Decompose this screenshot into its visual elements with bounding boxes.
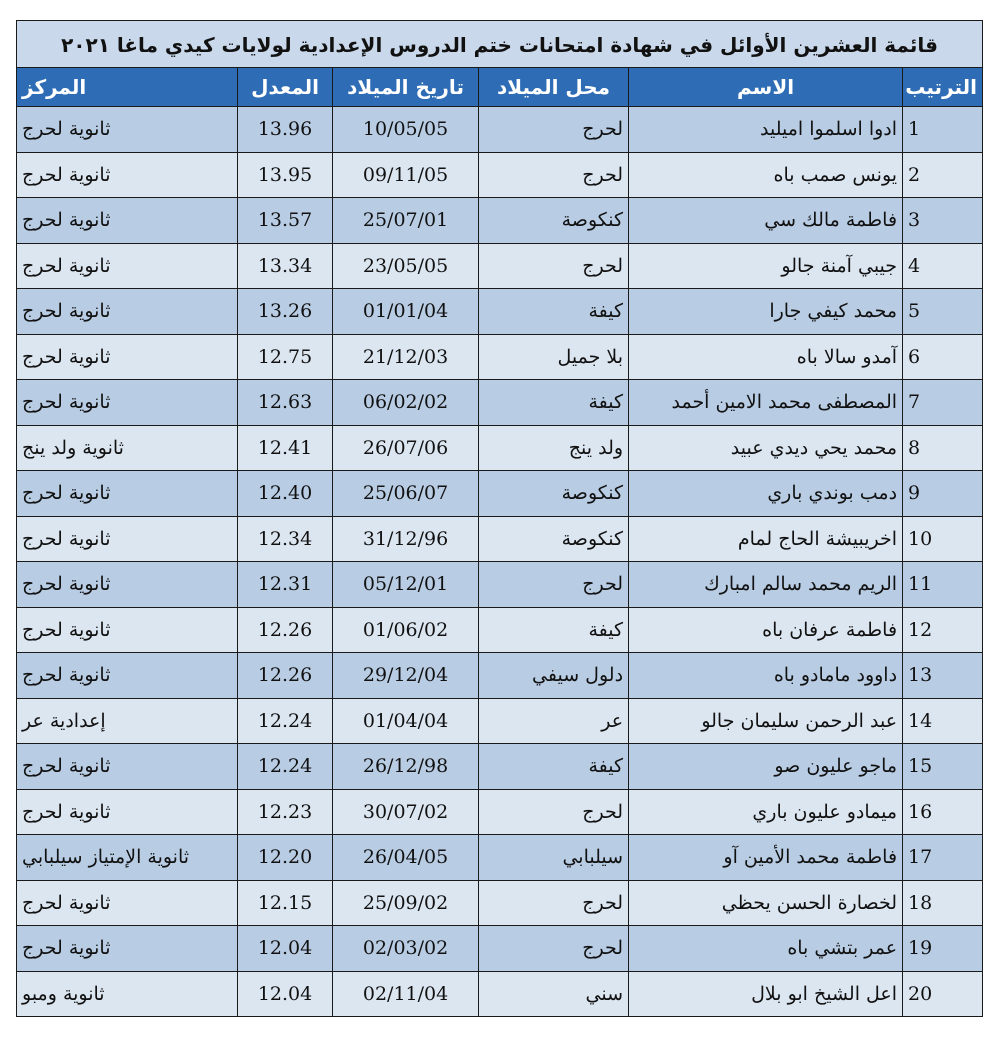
cell-center: إعدادية عر [17,698,238,744]
cell-birthplace: كيفة [479,607,629,653]
cell-average: 13.57 [238,198,333,244]
cell-average: 13.34 [238,243,333,289]
cell-birthplace: سني [479,971,629,1017]
cell-center: ثانوية لحرج [17,243,238,289]
cell-rank: 11 [903,562,983,608]
table-row [17,471,983,517]
cell-name: ادوا اسلموا اميليد [629,107,903,153]
cell-center: ثانوية لحرج [17,562,238,608]
cell-birthplace: لحرج [479,562,629,608]
cell-name: اخريبيشة الحاج لمام [629,516,903,562]
cell-birthplace: كيفة [479,289,629,335]
cell-average: 12.26 [238,607,333,653]
table-row [17,107,983,153]
header-birthdate: تاريخ الميلاد [333,68,479,107]
table-row [17,289,983,335]
cell-birthplace: دلول سيفي [479,653,629,699]
table-row [17,152,983,198]
cell-birthplace: عر [479,698,629,744]
cell-birthplace: كيفة [479,744,629,790]
cell-birthplace: لحرج [479,880,629,926]
cell-rank: 6 [903,334,983,380]
cell-center: ثانوية الإمتياز سيلبابي [17,835,238,881]
table-row [17,562,983,608]
cell-name: يونس صمب باه [629,152,903,198]
cell-rank: 5 [903,289,983,335]
table-row [17,334,983,380]
table-row [17,926,983,972]
header-row [17,68,983,107]
cell-name: اعل الشيخ ابو بلال [629,971,903,1017]
cell-birthdate: 31/12/96 [333,516,479,562]
cell-name: دمب بوندي باري [629,471,903,517]
cell-name: فاطمة مالك سي [629,198,903,244]
header-rank: الترتيب [903,68,983,107]
cell-name: آمدو سالا باه [629,334,903,380]
cell-rank: 2 [903,152,983,198]
table-row [17,744,983,790]
cell-average: 12.63 [238,380,333,426]
cell-average: 12.24 [238,744,333,790]
table-row [17,425,983,471]
cell-center: ثانوية لحرج [17,198,238,244]
cell-average: 13.96 [238,107,333,153]
cell-birthdate: 10/05/05 [333,107,479,153]
ranking-table [16,20,983,1017]
cell-center: ثانوية لحرج [17,926,238,972]
cell-name: داوود مامادو باه [629,653,903,699]
cell-average: 12.31 [238,562,333,608]
table-row [17,198,983,244]
cell-average: 12.41 [238,425,333,471]
cell-name: لخصارة الحسن يحظي [629,880,903,926]
cell-center: ثانوية لحرج [17,789,238,835]
cell-center: ثانوية لحرج [17,653,238,699]
cell-birthplace: لحرج [479,107,629,153]
cell-rank: 15 [903,744,983,790]
cell-name: المصطفى محمد الامين أحمد [629,380,903,426]
table-title: قائمة العشرين الأوائل في شهادة امتحانات ختم الدروس الإعدادية لولايات كيدي ماغا ٢٠٢١ [17,21,983,68]
cell-birthdate: 26/12/98 [333,744,479,790]
cell-average: 12.24 [238,698,333,744]
cell-center: ثانوية لحرج [17,289,238,335]
cell-center: ثانوية لحرج [17,744,238,790]
cell-birthplace: لحرج [479,789,629,835]
cell-rank: 9 [903,471,983,517]
cell-birthdate: 01/06/02 [333,607,479,653]
cell-birthplace: لحرج [479,926,629,972]
table-row [17,380,983,426]
cell-birthdate: 30/07/02 [333,789,479,835]
header-average: المعدل [238,68,333,107]
cell-average: 12.20 [238,835,333,881]
cell-birthplace: كنكوصة [479,471,629,517]
cell-center: ثانوية لحرج [17,880,238,926]
title-row [17,21,983,68]
cell-rank: 8 [903,425,983,471]
cell-average: 12.75 [238,334,333,380]
cell-birthdate: 06/02/02 [333,380,479,426]
cell-average: 12.04 [238,926,333,972]
cell-average: 12.04 [238,971,333,1017]
cell-rank: 13 [903,653,983,699]
cell-birthplace: لحرج [479,152,629,198]
cell-birthplace: بلا جميل [479,334,629,380]
cell-average: 12.40 [238,471,333,517]
table-row [17,880,983,926]
cell-name: محمد كيفي جارا [629,289,903,335]
cell-birthdate: 25/09/02 [333,880,479,926]
cell-birthdate: 23/05/05 [333,243,479,289]
cell-average: 12.26 [238,653,333,699]
cell-average: 12.34 [238,516,333,562]
table-row [17,516,983,562]
cell-name: فاطمة محمد الأمين آو [629,835,903,881]
header-name: الاسم [629,68,903,107]
cell-rank: 17 [903,835,983,881]
cell-birthplace: ولد ينج [479,425,629,471]
cell-name: الريم محمد سالم امبارك [629,562,903,608]
cell-rank: 4 [903,243,983,289]
cell-birthplace: لحرج [479,243,629,289]
cell-name: محمد يحي ديدي عبيد [629,425,903,471]
cell-name: ميمادو عليون باري [629,789,903,835]
cell-birthplace: كنكوصة [479,516,629,562]
cell-center: ثانوية ومبو [17,971,238,1017]
cell-average: 13.26 [238,289,333,335]
cell-birthplace: كنكوصة [479,198,629,244]
cell-birthdate: 21/12/03 [333,334,479,380]
cell-rank: 10 [903,516,983,562]
cell-center: ثانوية لحرج [17,334,238,380]
cell-rank: 16 [903,789,983,835]
cell-rank: 14 [903,698,983,744]
table-body [17,107,983,1017]
cell-rank: 7 [903,380,983,426]
cell-birthdate: 26/04/05 [333,835,479,881]
cell-name: عبد الرحمن سليمان جالو [629,698,903,744]
cell-center: ثانوية لحرج [17,607,238,653]
cell-birthplace: كيفة [479,380,629,426]
table-row [17,789,983,835]
cell-center: ثانوية لحرج [17,516,238,562]
header-birthplace: محل الميلاد [479,68,629,107]
table-row [17,653,983,699]
cell-name: جيبي آمنة جالو [629,243,903,289]
cell-rank: 19 [903,926,983,972]
cell-average: 13.95 [238,152,333,198]
cell-birthdate: 09/11/05 [333,152,479,198]
cell-birthdate: 02/11/04 [333,971,479,1017]
cell-birthdate: 01/04/04 [333,698,479,744]
cell-name: عمر بتشي باه [629,926,903,972]
cell-birthdate: 26/07/06 [333,425,479,471]
header-center: المركز [17,68,238,107]
table-row [17,243,983,289]
table-row [17,607,983,653]
cell-birthdate: 01/01/04 [333,289,479,335]
cell-average: 12.23 [238,789,333,835]
cell-center: ثانوية لحرج [17,380,238,426]
cell-rank: 12 [903,607,983,653]
cell-birthdate: 25/06/07 [333,471,479,517]
cell-rank: 20 [903,971,983,1017]
cell-name: فاطمة عرفان باه [629,607,903,653]
cell-center: ثانوية ولد ينج [17,425,238,471]
cell-rank: 18 [903,880,983,926]
cell-birthdate: 29/12/04 [333,653,479,699]
cell-name: ماجو عليون صو [629,744,903,790]
cell-birthdate: 25/07/01 [333,198,479,244]
table-row [17,835,983,881]
cell-center: ثانوية لحرج [17,107,238,153]
cell-center: ثانوية لحرج [17,471,238,517]
cell-rank: 3 [903,198,983,244]
cell-birthdate: 05/12/01 [333,562,479,608]
cell-average: 12.15 [238,880,333,926]
table-row [17,698,983,744]
table-row [17,971,983,1017]
cell-center: ثانوية لحرج [17,152,238,198]
cell-rank: 1 [903,107,983,153]
cell-birthdate: 02/03/02 [333,926,479,972]
cell-birthplace: سيلبابي [479,835,629,881]
